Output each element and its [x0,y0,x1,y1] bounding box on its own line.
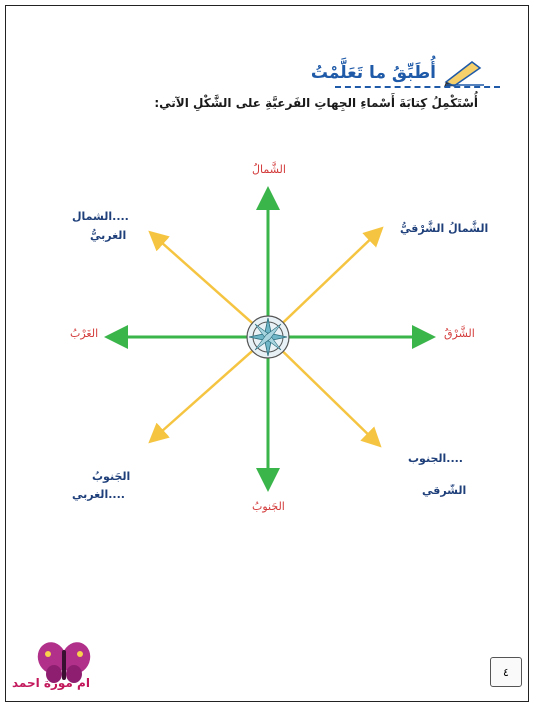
label-south-east-bottom: الشّرقي [422,484,467,497]
compass-rose-icon [247,316,289,358]
label-south-west-bottom: ....الغربي [72,488,125,501]
label-north-west-top: ....الشمال [72,210,129,223]
label-north-east: الشَّمالُ الشَّرْقيُّ [400,222,489,235]
arrow-north-east [268,230,380,337]
page-number: ٤ [490,657,522,687]
label-south-west-top: الجَنوبُ [92,470,131,483]
section-title: أُطَبِّقُ ما تَعَلَّمْتُ [310,63,436,83]
label-west: الغَرْبُ [70,327,99,340]
label-south: الجَنوبُ [252,500,285,513]
logo-text: ام موزة احمد [12,676,90,690]
label-north-west-bottom: الغربيُّ [90,229,127,242]
arrow-north-west [152,234,268,337]
instruction-text: أُسْتَكْمِلُ كِتابَةَ أَسْماءِ الجِهاتِ الفَرعيَّةِ على الشَّكْلِ الآتي: [154,96,478,110]
label-south-east-top: ....الجنوب [408,452,463,465]
label-east: الشَّرْقُ [444,327,475,340]
arrow-south-east [268,337,378,444]
label-north: الشَّمالُ [252,163,286,176]
arrow-south-west [152,337,268,440]
